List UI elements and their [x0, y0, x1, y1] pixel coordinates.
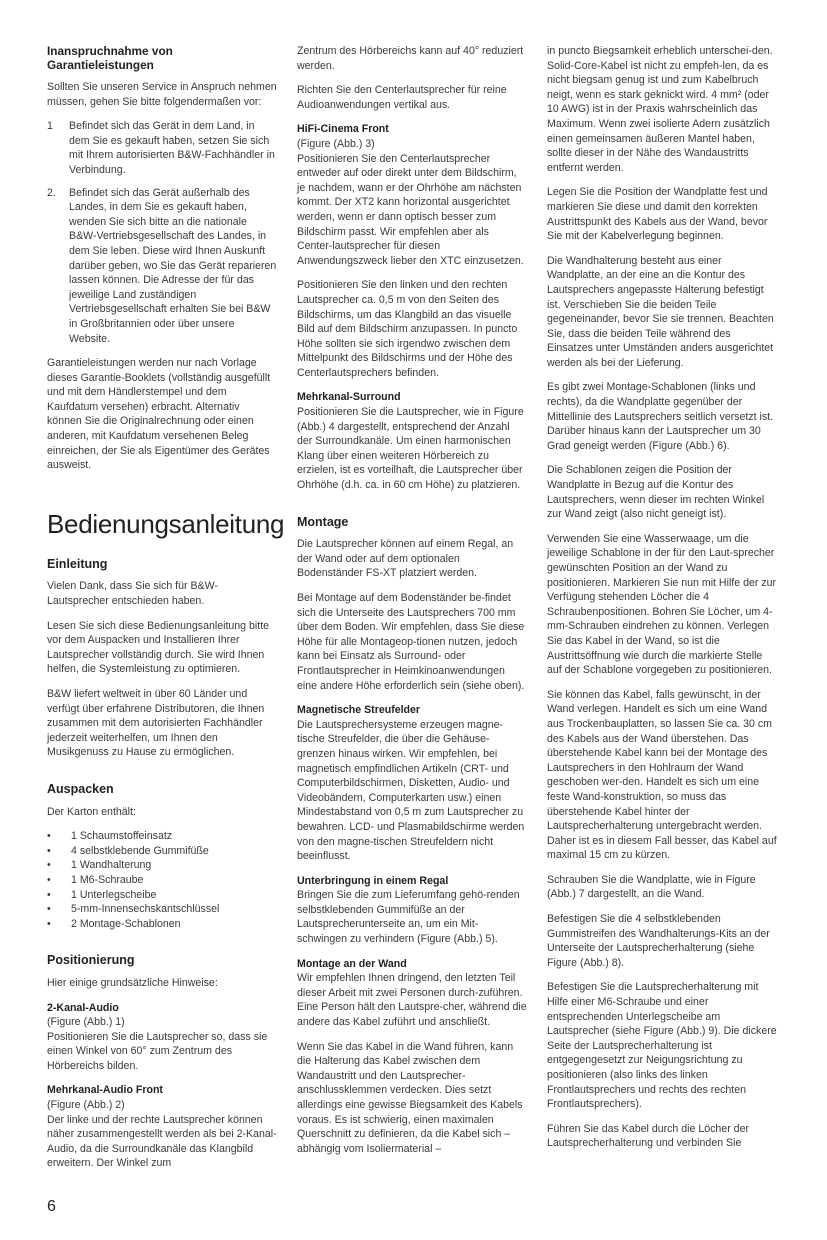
paragraph: Der linke und der rechte Lautsprecher können näher zusammengestellt werden als bei 2-Kanal-Audio, da die Surroundkanäle das Klangbild erweitern. Der Winkel zum: [47, 1113, 277, 1170]
list-number: 2.: [47, 186, 56, 199]
paragraph: Positionieren Sie die Lautsprecher, wie in Figure (Abb.) 4 dargestellt, entsprechend der Anzahl der Surroundkanäle. Um einen harmonischen Klang über einen weiteren Hörbereich zu erzielen, ist es vorteilhaft, die Lautsprecher über Ohrhöhe (d.h. ca. in 60 cm Höhe) zu platzieren.: [297, 406, 524, 492]
list-item: • 1 Schaumstoffeinsatz: [47, 830, 173, 843]
unpack-list: [47, 829, 277, 931]
paragraph: B&W liefert weltweit in über 60 Länder und verfügt über erfahrene Distributoren, die Ihnen zusammen mit dem autorisierten Fachhändler jederzeit weiterhelfen, um Ihnen den Musikgenuss zu Hause zu ermöglichen.: [47, 688, 265, 759]
shelf-section: [297, 874, 527, 947]
paragraph: in puncto Biegsamkeit erheblich unterschei-den. Solid-Core-Kabel ist nicht zu empfeh-len, da es nicht biegsam genug ist und zum Kabelbruch neigt, wenn es stark geknickt wird. 4 mm² (oder 10 AWG) ist in der Praxis wahrscheinlich das Maximum. Wenn zwei isolierte Adern zusätzlich einen gemeinsamen äußeren Mantel haben, sollte dieser in der Nähe des Wandaustritts entfernt werden.: [547, 45, 773, 174]
list-text: Befindet sich das Gerät außerhalb des Landes, in dem Sie es gekauft haben, wenden Sie sich bitte an die nationale B&W-Vertriebsgesellschaft des Landes, in dem Sie leben. Diese wird Ihnen Auskunft darüber geben, wo Sie das Gerät reparieren lassen können. Die Adresse der für das jeweilige Land zuständigen Vertriebsgesellschaft erhalten Sie bei B&W in Großbritannien oder über unsere Website.: [69, 186, 277, 345]
subheading: Magnetische Streufelder: [297, 704, 421, 717]
column-3: [547, 44, 777, 1161]
paragraph: Bringen Sie die zum Lieferumfang gehö-renden selbstklebenden Gummifüße an der Lautsprecherunterseite an, um ein Mit-schwingen zu verhindern (Figure (Abb.) 5).: [297, 889, 520, 946]
list-number: 1: [47, 120, 53, 133]
intro-heading: Einleitung: [47, 556, 108, 571]
column-1: [47, 44, 285, 1181]
paragraph: Befestigen Sie die 4 selbstklebenden Gummistreifen des Wandhalterungs-Kits an der Unterseite der Lautsprecherhalterung (siehe Figure (Abb.) 8).: [547, 913, 770, 969]
manual-title: Bedienungsanleitung: [47, 508, 285, 539]
paragraph: Wenn Sie das Kabel in die Wand führen, kann die Halterung das Kabel zwischen dem Wandaustritt und den Lautsprecher-anschlussklemmen verdecken. Dies setzt allerdings eine gewisse Biegsamkeit des Kabels voraus. Es ist schwierig, einen maximalen Querschnitt zu definieren, da die Kabel sich – abhängig vom Isoliermaterial –: [297, 1040, 523, 1155]
paragraph: Schrauben Sie die Wandplatte, wie in Figure (Abb.) 7 dargestellt, an die Wand.: [547, 873, 756, 901]
montage-heading: Montage: [297, 514, 349, 529]
list-text: Befindet sich das Gerät in dem Land, in dem Sie es gekauft haben, setzen Sie sich mit Ihrem autorisierten B&W-Fachhändler in Verbindung.: [69, 120, 275, 176]
subheading: Montage an der Wand: [297, 957, 407, 970]
list-item: • 1 M6-Schraube: [47, 873, 144, 886]
list-item: • 1 Unterlegscheibe: [47, 888, 157, 901]
paragraph: Die Schablonen zeigen die Position der Wandplatte in Bezug auf die Kontur des Lautsprechers, wenn dieser im rechten Winkel zur Wand zeigt (also nicht geneigt ist).: [547, 464, 765, 521]
list-item: • 5-mm-Innensechskantschlüssel: [47, 903, 220, 916]
warranty-heading: Inanspruchnahme von Garantieleistungen: [47, 44, 173, 72]
list-item: • 4 selbstklebende Gummifüße: [47, 844, 209, 857]
paragraph: Zentrum des Hörbereichs kann auf 40° reduziert werden.: [297, 45, 524, 72]
paragraph: Befestigen Sie die Lautsprecherhalterung mit Hilfe einer M6-Schraube und einer entsprechenden Unterlegscheibe am Lautsprecher (siehe Figure (Abb.) 9). Die dickere Seite der Lautsprecherhalterung ist entgegengesetzt zur Neigungsrichtung zu positionieren (also links des linken Frontlautsprechers und rechts des rechten Frontlautsprechers).: [547, 981, 777, 1111]
paragraph: Hier einige grundsätzliche Hinweise:: [47, 976, 218, 989]
hifi-section: [297, 122, 527, 268]
paragraph: Sie können das Kabel, falls gewünscht, in der Wand verlegen. Handelt es sich um eine Wand aus Trockenbauplatten, so lassen Sie ca. 30 cm des Kabels aus der Wand überstehen. Das überstehende Kabel kann bei der Montage des Lautsprechers in den Hohlraum der Wand geschoben wer-den. Handelt es sich um eine feste Wand-konstruktion, so muss das überstehende Kabel hinter der Lautsprecherhalterung untergebracht werden. Daher ist es in diesem Fall besser, das Kabel auf maximal 15 cm zu kürzen.: [547, 688, 777, 862]
surround-section: [297, 390, 527, 492]
warranty-intro: Sollten Sie unseren Service in Anspruch nehmen müssen, gehen Sie bitte folgendermaßen vor:: [47, 81, 277, 108]
paragraph: Legen Sie die Position der Wandplatte fest und markieren Sie diese und damit den korrekten Austrittspunkt des Kabels aus der Wand, bevor Sie mit der Kabelverlegung beginnen.: [547, 186, 768, 243]
warranty-list: [47, 119, 277, 346]
paragraph: Führen Sie das Kabel durch die Löcher der Lautsprecherhalterung und verbinden Sie: [547, 1122, 749, 1150]
subheading: HiFi-Cinema Front: [297, 123, 389, 136]
subheading: Mehrkanal-Surround: [297, 391, 401, 404]
figure-ref: (Figure (Abb.) 1): [47, 1016, 125, 1029]
list-item: [47, 119, 277, 177]
warranty-note: Garantieleistungen werden nur nach Vorlage dieses Garantie-Booklets (vollständig ausgefüllt und mit dem Händlerstempel und dem Kaufdatum versehen) erbracht. Alternativ können Sie die Originalrechnung oder einen anderen, mit Kaufdatum versehenen Beleg einreichen, der Sie als Eigentümer des Gerätes ausweist.: [47, 357, 271, 472]
page-number: 6: [47, 1198, 56, 1215]
paragraph: Die Lautsprechersysteme erzeugen magne-tische Streufelder, die über die Gehäuse-grenzen hinaus wirken. Wir empfehlen, bei magnetisch empfindlichen Artikeln (CRT- und Computerbildschirmen, Disketten, Audio- und Videobändern, Computerkarten usw.) einen Mindestabstand von 0,5 m zum Lautsprecher zu bewahren. LCD- und Plasmabildschirme werden von den magne-tischen Streufeldern nicht beeinflusst.: [297, 718, 525, 863]
multi-front-section: [47, 1083, 277, 1171]
paragraph: Lesen Sie sich diese Bedienungsanleitung bitte vor dem Auspacken und Installieren Ihrer Lautsprecher vollständig durch. Sie wird Ihnen helfen, die Systemleistung zu optimieren.: [47, 619, 270, 676]
list-item: [47, 186, 277, 347]
subheading: 2-Kanal-Audio: [47, 1001, 119, 1014]
two-channel-section: [47, 1001, 277, 1074]
paragraph: Verwenden Sie eine Wasserwaage, um die jeweilige Schablone in der für den Laut-sprecher gewünschten Position an der Wand zu positionieren. Markieren Sie nun mit Hilfe der zur Verfügung stehenden Löcher die 4 Schraubenpositionen. Bohren Sie Löcher, um 4-mm-Schrauben eindrehen zu können. Verlegen Sie das Kabel in der Wand, so ist die Austrittsöffnung wie durch die markierte Stelle auf der Schablone vorgegeben zu positionieren.: [547, 532, 777, 677]
paragraph: Wir empfehlen Ihnen dringend, den letzten Teil dieser Arbeit mit zwei Personen durch-zuführen. Eine Person hält den Lautspre-cher, während die andere das Kabel zuführt und anschließt.: [297, 972, 527, 1029]
column-2: [297, 44, 527, 1166]
paragraph: Die Wandhalterung besteht aus einer Wandplatte, an der eine an die Kontur des Lautsprechers angepasste Halterung befestigt ist. Verschieben Sie die beiden Teile gegeneinander, bevor Sie sie trennen. Beachten Sie, dass die beiden Teile während des Einsatzes unter Umständen anders ausgerichtet werden als bei der Lieferung.: [547, 254, 774, 369]
paragraph: Bei Montage auf dem Bodenständer be-findet sich die Unterseite des Lautsprechers 700 mm über dem Boden. Wir empfehlen, dass Sie diese Höhe für alle Montageop-tionen nutzen, jedoch kann bei Einsatz als Surround- oder Frontlautsprecher in Heimkinoanwendungen eine andere Höhe erforderlich sein (siehe oben).: [297, 592, 525, 692]
position-heading: Positionierung: [47, 953, 135, 968]
paragraph: Positionieren Sie die Lautsprecher so, dass sie einen Winkel von 60° zum Zentrum des Hörbereichs bilden.: [47, 1030, 268, 1072]
wall-section: [297, 957, 527, 1030]
paragraph: Positionieren Sie den Centerlautsprecher entweder auf oder direkt unter dem Bildschirm, je nachdem, wann er der Ohrhöhe am nächsten kommt. Der XT2 kann horizontal ausgerichtet werden, wenn er dann optisch besser zum Bildschirm passt. Wir empfehlen aber als Center-lautsprecher für diesen Anwendungszweck lieber den XTC einzusetzen.: [297, 152, 524, 267]
paragraph: Der Karton enthält:: [47, 805, 136, 818]
paragraph: Vielen Dank, dass Sie sich für B&W-Lautsprecher entschieden haben.: [47, 580, 218, 608]
figure-ref: (Figure (Abb.) 2): [47, 1099, 125, 1112]
list-item: • 1 Wandhalterung: [47, 859, 152, 872]
paragraph: Es gibt zwei Montage-Schablonen (links und rechts), da die Wandplatte gegenüber der Mittellinie des Lautsprechers seitlich versetzt ist. Darüber hinaus kann der Lautsprecher um 30 Grad geneigt werden (Figure (Abb.) 6).: [547, 381, 774, 452]
paragraph: Positionieren Sie den linken und den rechten Lautsprecher ca. 0,5 m von den Seiten des Bildschirms, um das Klangbild an das visuelle Bild auf dem Bildschirm anzupassen. In puncto Höhe sollten sie sich irgendwo zwischen dem Mittelpunkt des Bildschirms und der Höhe des Centerlautsprechers befinden.: [297, 279, 518, 379]
magnet-section: [297, 703, 527, 864]
unpack-heading: Auspacken: [47, 781, 114, 796]
figure-ref: (Figure (Abb.) 3): [297, 137, 375, 150]
paragraph: Richten Sie den Centerlautsprecher für reine Audioanwendungen vertikal aus.: [297, 84, 507, 111]
subheading: Unterbringung in einem Regal: [297, 874, 449, 887]
subheading: Mehrkanal-Audio Front: [47, 1084, 163, 1097]
paragraph: Die Lautsprecher können auf einem Regal, an der Wand oder auf dem optionalen Bodenständer FS-XT platziert werden.: [297, 538, 514, 580]
list-item: • 2 Montage-Schablonen: [47, 917, 181, 930]
